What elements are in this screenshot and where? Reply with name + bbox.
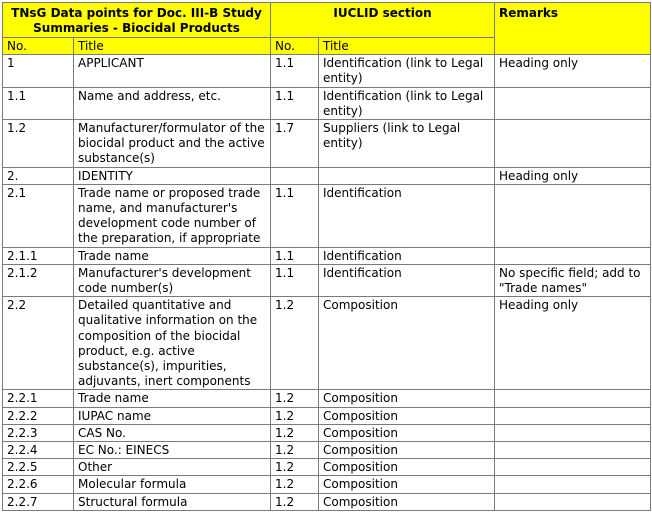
iuclid-number: 1.7 bbox=[271, 120, 319, 168]
row-number: 2.1.1 bbox=[3, 247, 74, 264]
remarks-header: Remarks bbox=[495, 3, 651, 55]
col-iuclid-title-header: Title bbox=[319, 38, 495, 55]
table-row bbox=[3, 424, 651, 441]
row-remarks bbox=[495, 459, 651, 476]
table-row bbox=[3, 442, 651, 459]
table-row bbox=[3, 297, 651, 390]
iuclid-number: 1.2 bbox=[271, 459, 319, 476]
row-title: APPLICANT bbox=[74, 55, 271, 87]
table-row bbox=[3, 493, 651, 510]
mapping-table bbox=[2, 2, 651, 511]
iuclid-title: Identification (link to Legal entity) bbox=[319, 87, 495, 119]
iuclid-number: 1.2 bbox=[271, 493, 319, 510]
row-remarks bbox=[495, 184, 651, 247]
row-title: IDENTITY bbox=[74, 167, 271, 184]
row-number: 2.2.4 bbox=[3, 442, 74, 459]
row-title: Trade name bbox=[74, 390, 271, 407]
iuclid-number: 1.1 bbox=[271, 264, 319, 296]
iuclid-title: Identification bbox=[319, 247, 495, 264]
row-remarks: Heading only bbox=[495, 167, 651, 184]
header-row bbox=[3, 3, 651, 38]
row-remarks bbox=[495, 120, 651, 168]
iuclid-title: Identification bbox=[319, 184, 495, 247]
col-no-header: No. bbox=[3, 38, 74, 55]
iuclid-number: 1.2 bbox=[271, 407, 319, 424]
col-title-header: Title bbox=[74, 38, 271, 55]
row-remarks bbox=[495, 390, 651, 407]
iuclid-number bbox=[271, 167, 319, 184]
table-row bbox=[3, 120, 651, 168]
iuclid-number: 1.1 bbox=[271, 184, 319, 247]
row-number: 2.1.2 bbox=[3, 264, 74, 296]
row-title: Detailed quantitative and qualitative information on the composition of the biocidal product, e.g. active substance(s), impurities, adjuvants, inert components bbox=[74, 297, 271, 390]
row-remarks bbox=[495, 247, 651, 264]
row-number: 2.2.6 bbox=[3, 476, 74, 493]
table-row bbox=[3, 184, 651, 247]
iuclid-title: Composition bbox=[319, 476, 495, 493]
row-number: 1.1 bbox=[3, 87, 74, 119]
row-number: 2. bbox=[3, 167, 74, 184]
iuclid-title: Composition bbox=[319, 297, 495, 390]
table-row bbox=[3, 407, 651, 424]
row-number: 1 bbox=[3, 55, 74, 87]
row-title: EC No.: EINECS bbox=[74, 442, 271, 459]
row-number: 2.2.2 bbox=[3, 407, 74, 424]
table-row bbox=[3, 390, 651, 407]
row-number: 2.1 bbox=[3, 184, 74, 247]
row-number: 2.2.3 bbox=[3, 424, 74, 441]
table-row bbox=[3, 476, 651, 493]
row-title: Molecular formula bbox=[74, 476, 271, 493]
iuclid-title: Identification (link to Legal entity) bbox=[319, 55, 495, 87]
iuclid-title: Composition bbox=[319, 493, 495, 510]
row-remarks bbox=[495, 424, 651, 441]
iuclid-title: Composition bbox=[319, 407, 495, 424]
col-iuclid-no-header: No. bbox=[271, 38, 319, 55]
row-remarks bbox=[495, 442, 651, 459]
iuclid-title: Composition bbox=[319, 459, 495, 476]
row-number: 2.2.5 bbox=[3, 459, 74, 476]
row-number: 1.2 bbox=[3, 120, 74, 168]
row-number: 2.2 bbox=[3, 297, 74, 390]
iuclid-number: 1.1 bbox=[271, 247, 319, 264]
table-row bbox=[3, 55, 651, 87]
iuclid-title bbox=[319, 167, 495, 184]
iuclid-title: Suppliers (link to Legal entity) bbox=[319, 120, 495, 168]
row-title: Manufacturer's development code number(s) bbox=[74, 264, 271, 296]
row-remarks bbox=[495, 407, 651, 424]
row-remarks: Heading only bbox=[495, 297, 651, 390]
row-title: IUPAC name bbox=[74, 407, 271, 424]
iuclid-title: Identification bbox=[319, 264, 495, 296]
row-remarks: No specific field; add to "Trade names" bbox=[495, 264, 651, 296]
row-title: Name and address, etc. bbox=[74, 87, 271, 119]
table-row bbox=[3, 247, 651, 264]
table-row bbox=[3, 264, 651, 296]
iuclid-number: 1.1 bbox=[271, 87, 319, 119]
row-number: 2.2.7 bbox=[3, 493, 74, 510]
iuclid-number: 1.1 bbox=[271, 55, 319, 87]
table-row bbox=[3, 87, 651, 119]
table-row bbox=[3, 459, 651, 476]
row-title: CAS No. bbox=[74, 424, 271, 441]
iuclid-number: 1.2 bbox=[271, 390, 319, 407]
iuclid-number: 1.2 bbox=[271, 424, 319, 441]
iuclid-title: Composition bbox=[319, 442, 495, 459]
iuclid-header: IUCLID section bbox=[271, 3, 495, 38]
tnsg-header: TNsG Data points for Doc. III-B Study Summaries - Biocidal Products bbox=[3, 3, 271, 38]
row-title: Trade name bbox=[74, 247, 271, 264]
row-title: Manufacturer/formulator of the biocidal product and the active substance(s) bbox=[74, 120, 271, 168]
iuclid-number: 1.2 bbox=[271, 442, 319, 459]
row-title: Structural formula bbox=[74, 493, 271, 510]
iuclid-title: Composition bbox=[319, 424, 495, 441]
iuclid-title: Composition bbox=[319, 390, 495, 407]
row-title: Trade name or proposed trade name, and manufacturer's development code number of the preparation, if appropriate bbox=[74, 184, 271, 247]
row-remarks bbox=[495, 493, 651, 510]
iuclid-number: 1.2 bbox=[271, 297, 319, 390]
row-title: Other bbox=[74, 459, 271, 476]
table-row bbox=[3, 167, 651, 184]
row-remarks bbox=[495, 87, 651, 119]
iuclid-number: 1.2 bbox=[271, 476, 319, 493]
row-number: 2.2.1 bbox=[3, 390, 74, 407]
row-remarks bbox=[495, 476, 651, 493]
row-remarks: Heading only bbox=[495, 55, 651, 87]
